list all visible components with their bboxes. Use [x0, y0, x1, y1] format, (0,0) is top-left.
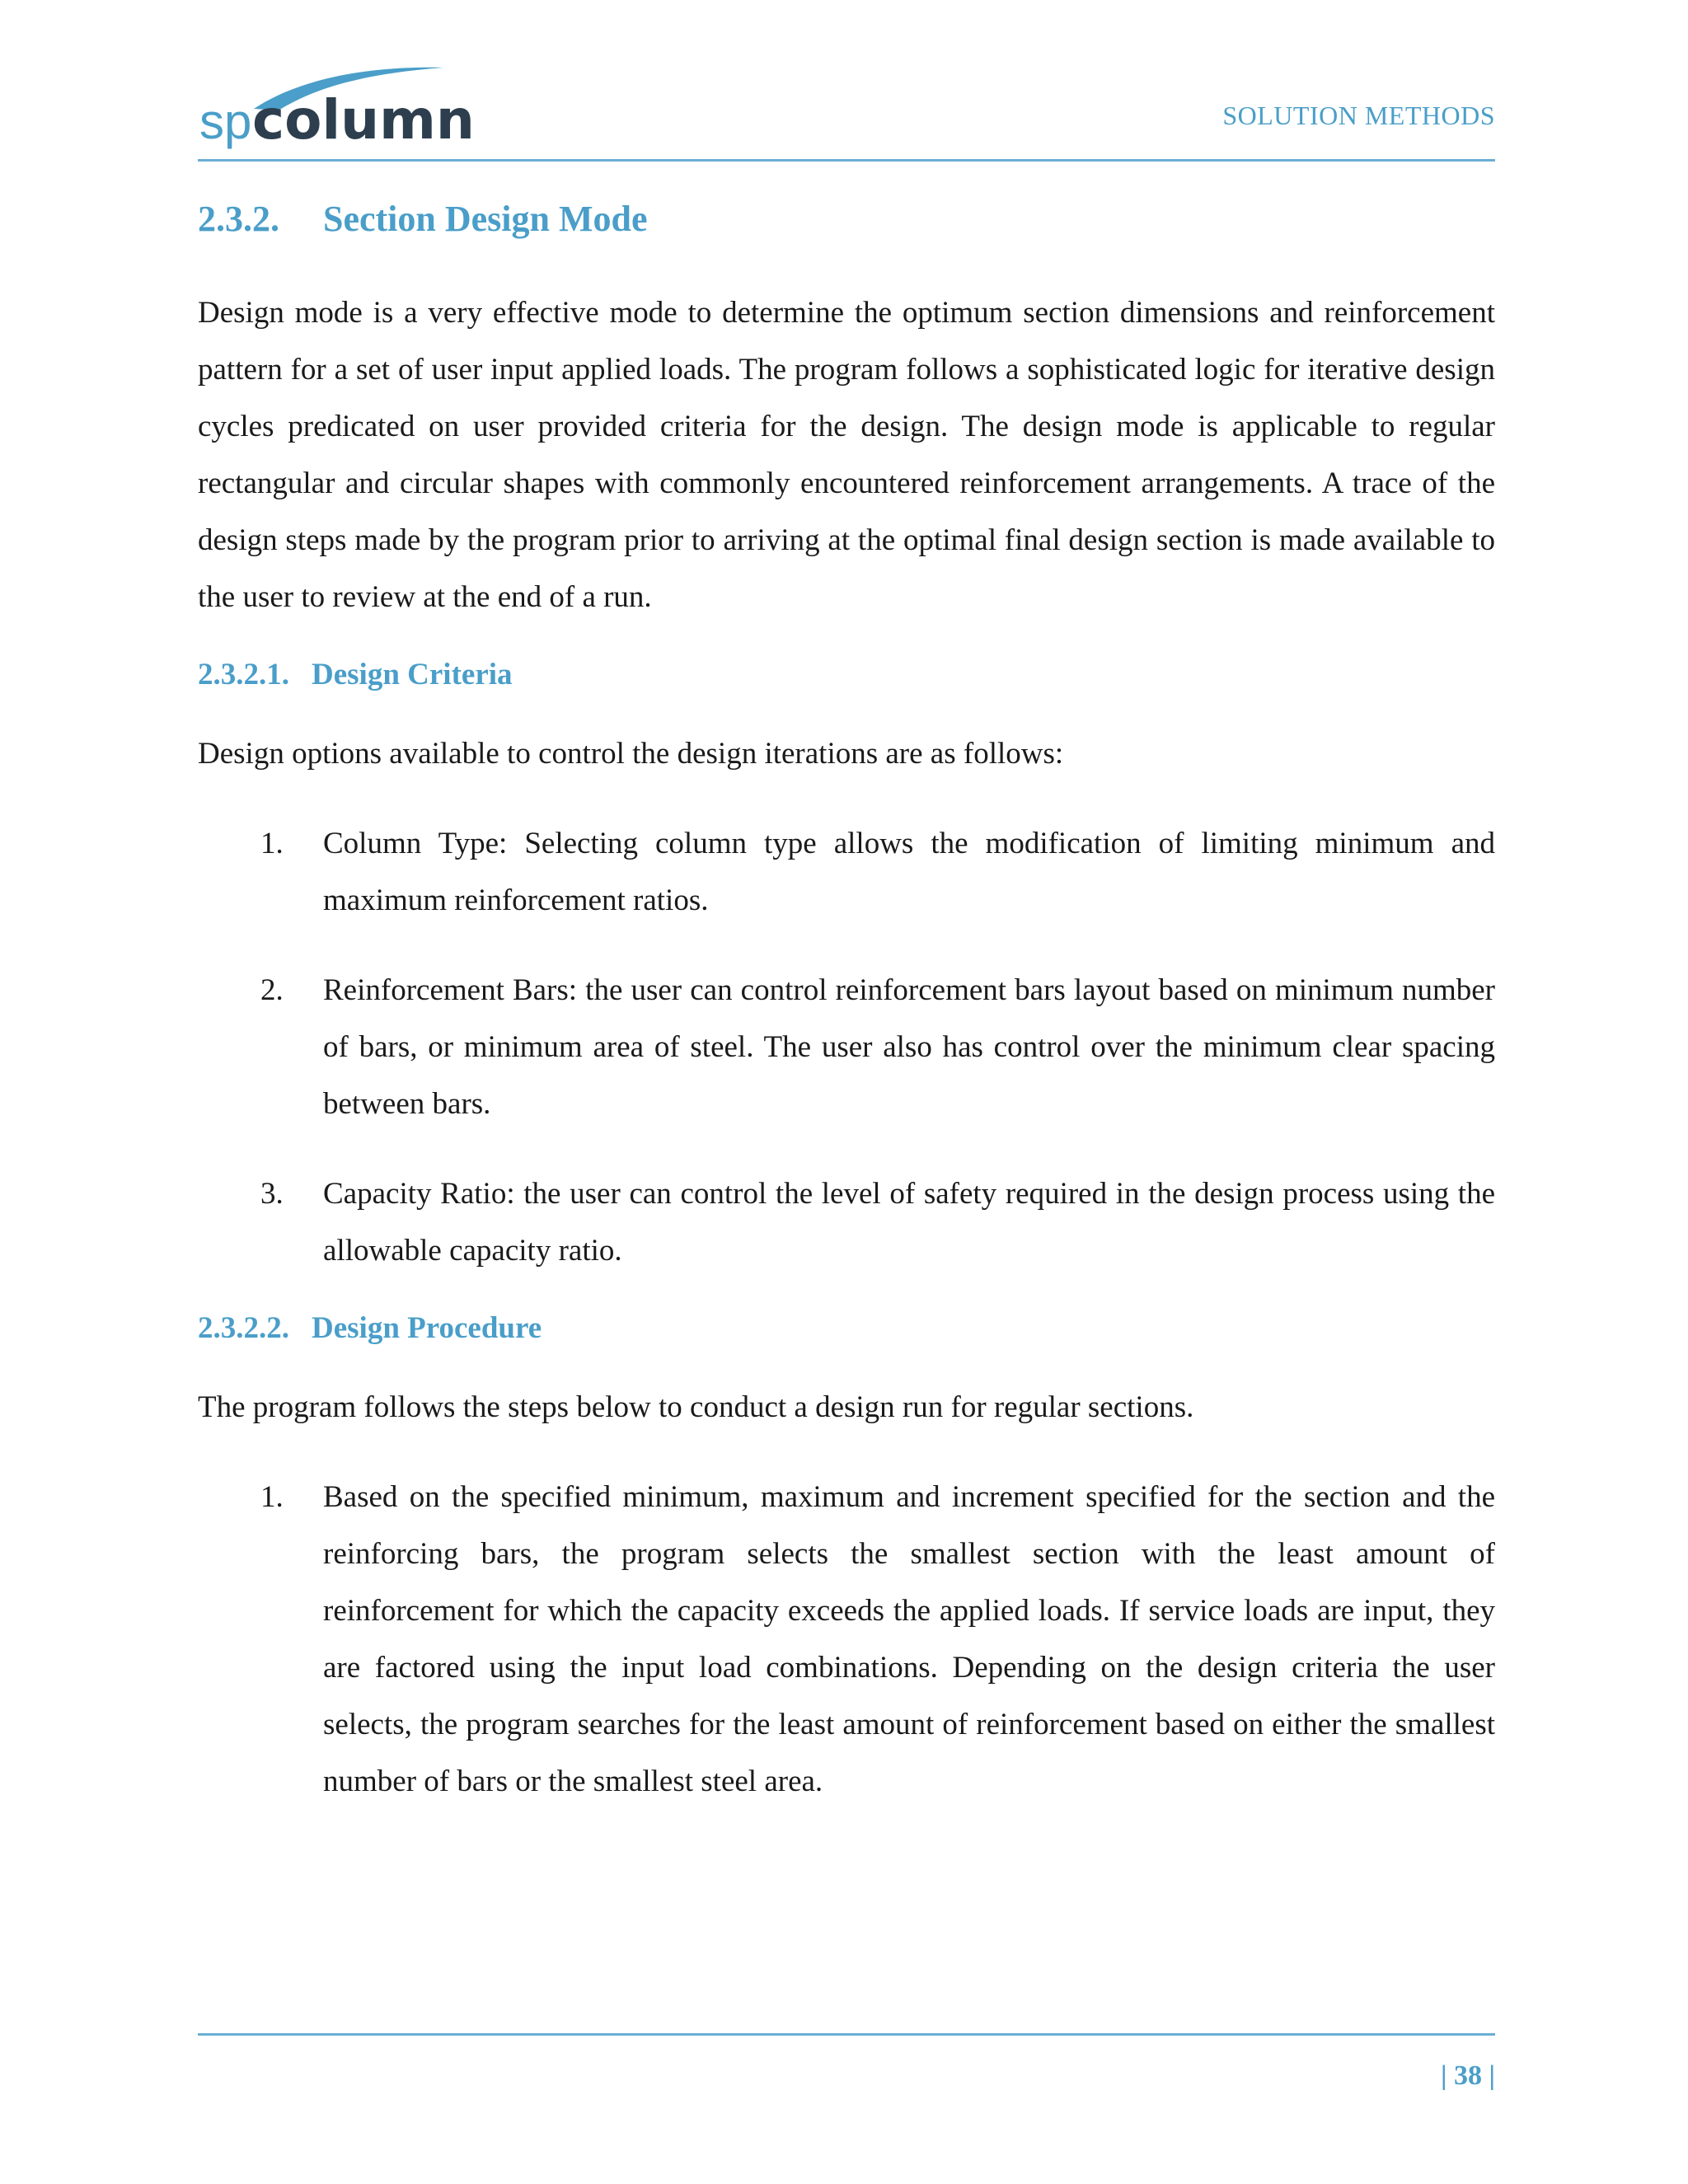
list-item [198, 962, 1495, 1132]
list-item [198, 1469, 1495, 1810]
section-heading [198, 198, 1495, 240]
list-item-text: Based on the specified minimum, maximum and increment specified for the section and the reinforcing bars, the program selects the smallest section with the least amount of reinforcement for which the capacity exceeds the applied loads. If service loads are input, they are factored using the input load combinations. Depending on the design criteria the user selects, the program searches for the least amount of reinforcement based on either the smallest number of bars or the smallest steel area. [323, 1480, 1495, 1798]
page-content [198, 198, 1495, 1810]
list-item [198, 1165, 1495, 1279]
logo-sp-text: sp [199, 94, 252, 149]
criteria-number: 2.3.2.1. [198, 658, 289, 691]
list-item-text: Reinforcement Bars: the user can control reinforcement bars layout based on minimum number of bars, or minimum area of steel. The user also has control over the minimum clear spacing between bars. [323, 973, 1495, 1121]
criteria-heading [198, 657, 1495, 692]
spcolumn-logo [196, 59, 501, 150]
list-item-text: Capacity Ratio: the user can control the level of safety required in the design process using the allowable capacity ratio. [323, 1177, 1495, 1268]
section-title: Section Design Mode [323, 199, 648, 239]
procedure-number: 2.3.2.2. [198, 1311, 289, 1345]
procedure-heading [198, 1310, 1495, 1346]
header-section-label: SOLUTION METHODS [1222, 101, 1495, 130]
list-item-number: 3. [260, 1177, 284, 1211]
intro-paragraph: Design mode is a very effective mode to determine the optimum section dimensions and reinforcement pattern for a set of user input applied loads. The program follows a sophisticated logic for iterative design cycles predicated on user provided criteria for the design. The design mode is applicable to regular rectangular and circular shapes with commonly encountered reinforcement arrangements. A trace of the design steps made by the program prior to arriving at the optimal final design section is made available to the user to review at the end of a run. [198, 296, 1495, 614]
criteria-list [198, 815, 1495, 1279]
list-item [198, 815, 1495, 929]
footer-divider [198, 2033, 1495, 2036]
procedure-title: Design Procedure [312, 1311, 542, 1345]
section-number: 2.3.2. [198, 199, 279, 239]
list-item-number: 2. [260, 973, 284, 1007]
list-item-number: 1. [260, 827, 284, 860]
procedure-list [198, 1469, 1495, 1810]
procedure-lead: The program follows the steps below to conduct a design run for regular sections. [198, 1390, 1194, 1424]
header-divider [198, 159, 1495, 162]
page-number: | 38 | [1441, 2060, 1495, 2091]
criteria-title: Design Criteria [312, 658, 513, 691]
list-item-number: 1. [260, 1480, 284, 1514]
criteria-lead: Design options available to control the design iterations are as follows: [198, 737, 1064, 771]
list-item-text: Column Type: Selecting column type allows the modification of limiting minimum and maximum reinforcement ratios. [323, 827, 1495, 917]
logo-column-text: column [252, 88, 475, 150]
